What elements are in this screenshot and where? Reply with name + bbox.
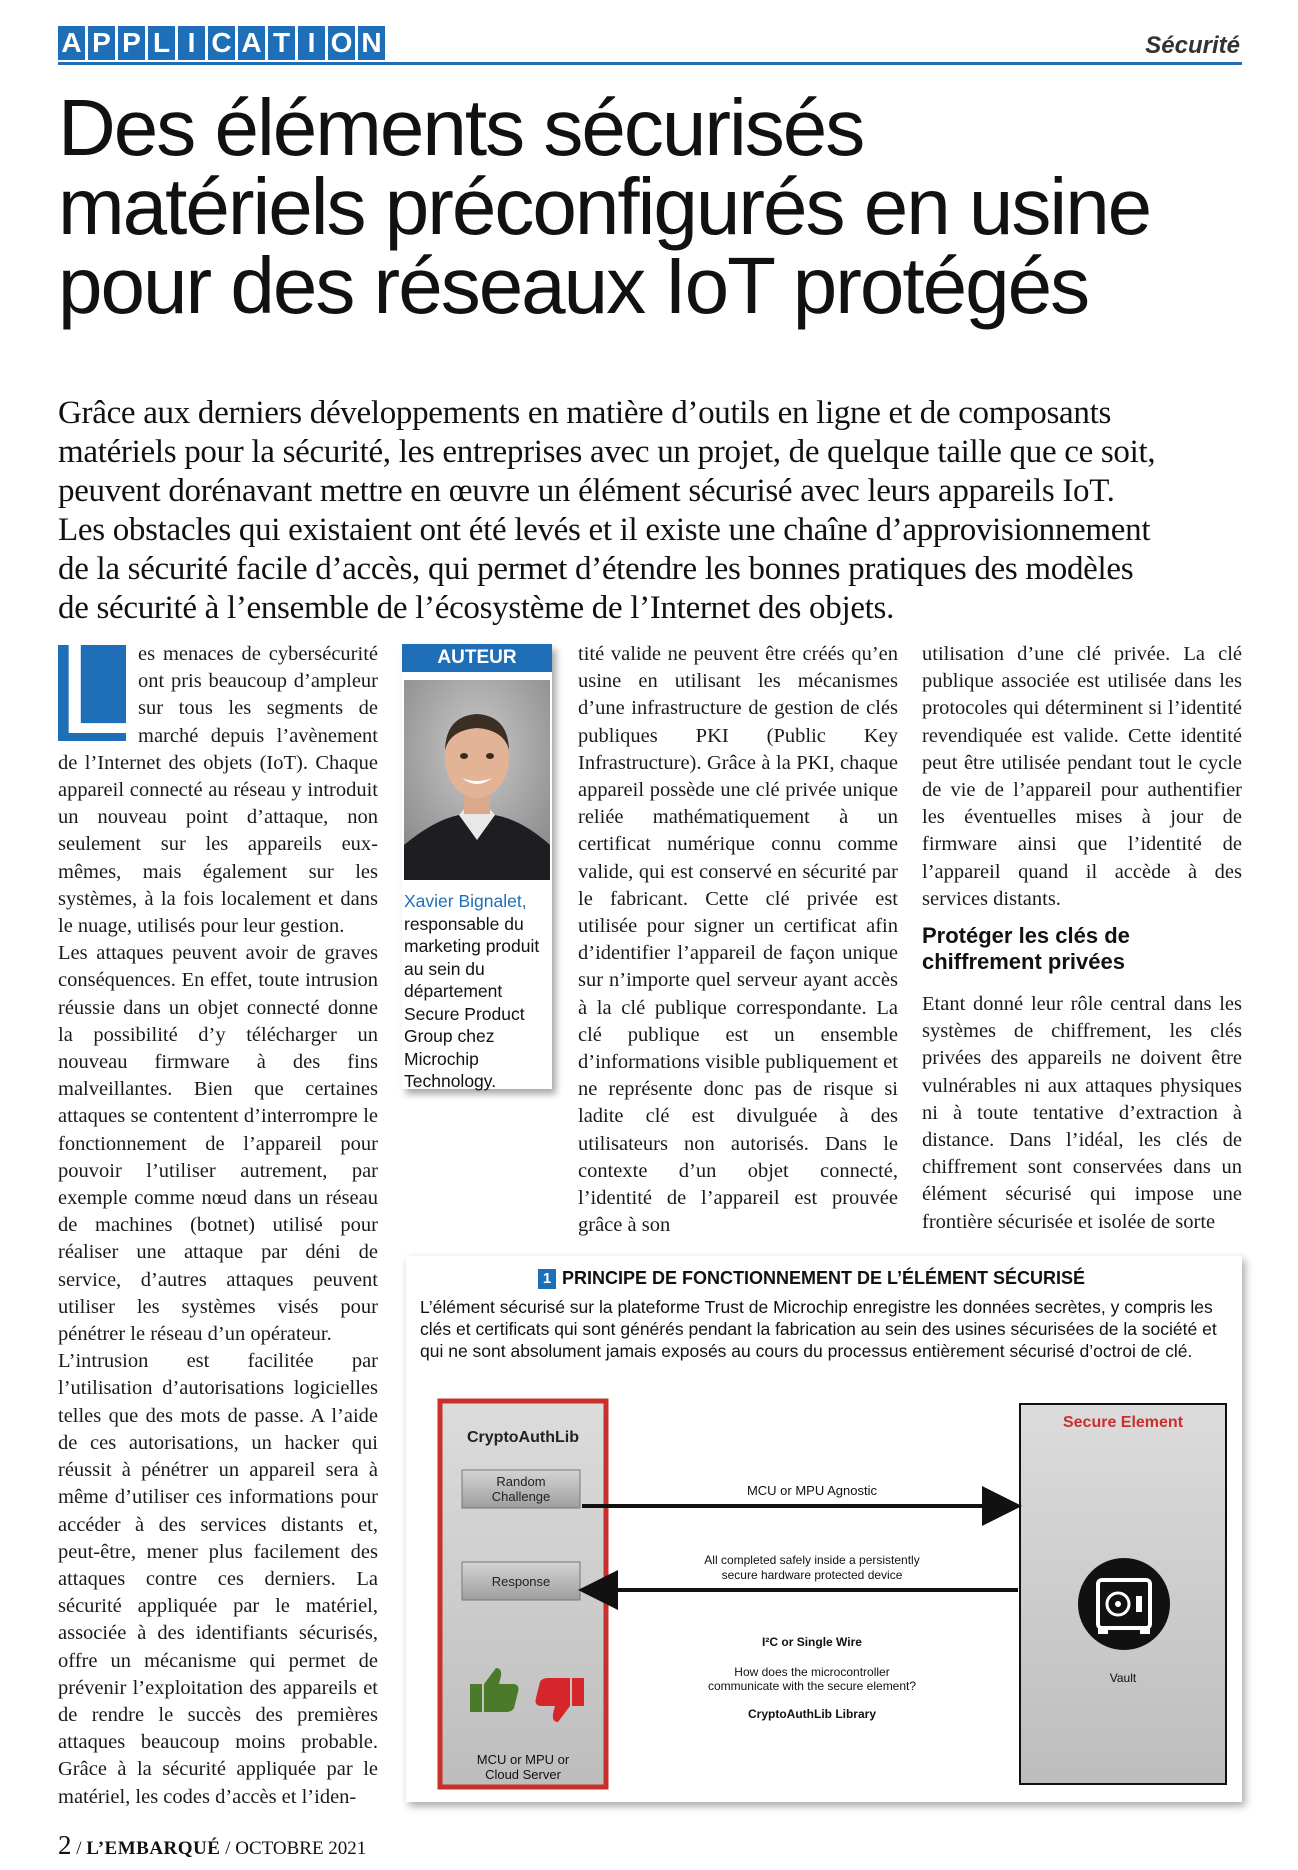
author-role: responsable du marketing produit au sein du département Secure Product Group chez Microchip Technology. — [404, 913, 540, 1091]
rubric-letter: P — [118, 26, 145, 60]
title-line-1: Des éléments sécurisés — [58, 83, 864, 172]
random-challenge-line-1: Random — [496, 1474, 546, 1489]
author-photo — [404, 680, 550, 880]
page-number: 2 — [58, 1830, 72, 1860]
paragraph: Etant donné leur rôle central dans les systèmes de chiffrement, les clés privées des appareils ne doivent être vulnérables ni aux attaques physiques ni à toute tentative d’extraction à distance. Dans l’idéal, les clés de chiffrement sont conservées dans un élément sécurisé qui impose une frontière sécurisée et isolée de sorte — [922, 993, 1242, 1233]
figure-title — [538, 1268, 1085, 1289]
rubric-letter: P — [88, 26, 115, 60]
author-label: AUTEUR — [402, 644, 552, 672]
lead-line: Grâce aux derniers développements en matière d’outils en ligne et de composants — [58, 395, 1112, 431]
magazine-name: L’EMBARQUÉ — [86, 1838, 221, 1859]
lead-line: Les obstacles qui existaient ont été levés et il existe une chaîne d’approvisionnement — [58, 512, 1151, 548]
lead-line: de la sécurité facile d’accès, qui permet d’étendre les bonnes pratiques des modèles — [58, 551, 1134, 587]
arrow-safely-line-2: secure hardware protected device — [721, 1568, 903, 1582]
rubric-letter: A — [238, 26, 265, 60]
article-column-2 — [578, 641, 898, 1239]
author-bio — [404, 890, 552, 1093]
secure-element-label: Secure Element — [1062, 1414, 1184, 1431]
author-name: Xavier Bignalet, — [404, 891, 527, 911]
arrow-agnostic-label: MCU or MPU Agnostic — [746, 1483, 878, 1498]
vault-label: Vault — [1109, 1671, 1137, 1685]
mcu-label-line-2: Cloud Server — [485, 1767, 561, 1782]
section-label: Sécurité — [1145, 32, 1240, 59]
rubric-letter: I — [178, 26, 205, 60]
figure-caption: L’élément sécurisé sur la plateforme Trust de Microchip enregistre les données secrètes, y compris les clés et certificats qui sont générés pendant la fabrication au sein des usines sécurisées de la société et qui ne sont absolument jamais exposés au cours du processus entièrement sécurisé d’octroi de clé. — [420, 1297, 1217, 1361]
mcu-label-line-1: MCU or MPU or — [476, 1752, 570, 1767]
rubric-letter: I — [298, 26, 325, 60]
rubric-letter: O — [328, 26, 355, 60]
arrow-safely-line-1: All completed safely inside a persistently — [704, 1553, 920, 1567]
title-line-2: matériels préconfigurés en usine — [58, 162, 1151, 251]
random-challenge-line-2: Challenge — [491, 1489, 551, 1504]
figure-title-text: PRINCIPE DE FONCTIONNEMENT DE L’ÉLÉMENT SÉCURISÉ — [562, 1268, 1086, 1288]
page-footer: 2 / L’EMBARQUÉ / OCTOBRE 2021 — [58, 1830, 367, 1860]
response-label: Response — [491, 1574, 551, 1589]
rubric-letter: L — [148, 26, 175, 60]
drop-cap: L — [58, 615, 131, 761]
paragraph: utilisation d’une clé privée. La clé publique associée est utilisée dans les protocoles qui déterminent si l’identité revendiquée est valide. Cette identité peut être utilisée pendant tout le cycle de vie de l’appareil pour authentifier les éventuelles mises à jour de firmware ainsi que l’identité de l’appareil quand il accède à des services distants. — [922, 643, 1242, 910]
rubric-letter: C — [208, 26, 235, 60]
paragraph: tité valide ne peuvent être créés qu’en usine en utilisant les mécanismes d’une infrastructure de gestion de clés publiques PKI (Public Key Infrastructure). Grâce à la PKI, chaque appareil possède une clé privée unique reliée mathématiquement à un certificat numérique connu comme valide, qui est conservé en sécurité par le fabricant. Cette clé privée est utilisée pour signer un certificat afin d’identifier l’appareil de façon unique sur n’importe quel serveur ayant accès à la clé publique correspondante. La clé publique est un ensemble d’informations visible publiquement et ne représente donc pas de risque si ladite clé est divulguée à des utilisateurs non autorisés. Dans le contexte d’un objet connecté, l’identité de l’appareil est prouvée grâce à son — [578, 643, 898, 1237]
paragraph: Les attaques peuvent avoir de graves conséquences. En effet, toute intrusion réussie dans un objet connecté donne la possibilité d’y télécharger un nouveau firmware à des fins malveillantes. Bien que certaines attaques se contentent d’interrompre le fonctionnement de l’appareil pour pouvoir l’utiliser autrement, par exemple comme nœud dans un réseau de machines (botnet) utilisé pour réaliser une attaque par déni de service, d’autres attaques peuvent utiliser les systèmes visés pour pénétrer le réseau d’un opérateur. — [58, 942, 378, 1346]
article-column-3 — [922, 641, 1242, 1236]
rubric-letter: T — [268, 26, 295, 60]
header-rule — [58, 62, 1242, 65]
paragraph: es menaces de cybersécurité ont pris beaucoup d’ampleur sur tous les segments de marché depuis l’avènement de l’Internet des objets (IoT). Chaque appareil connecté au réseau y introduit un nouveau point d’attaque, non seulement sur les appareils eux-mêmes, mais également sur les systèmes, à la fois localement et dans le nuage, utilisés pour leur gestion. — [58, 643, 378, 938]
issue-date: OCTOBRE 2021 — [235, 1838, 367, 1859]
rubric-letter: N — [358, 26, 385, 60]
article-column-1 — [58, 615, 378, 1811]
paragraph: L’intrusion est facilitée par l’utilisation d’autorisations logicielles telles que des mots de passe. A l’aide de ces autorisations, un hacker qui réussit à pénétrer un appareil sera à même d’utiliser ces informations pour accéder à des services distants et, peut-être, mener plus facilement des attaques contre ces derniers. La sécurité appliquée par le matériel, associée à des identifiants sécurisés, offre un mécanisme qui permet de prévenir l’exploitation des appareils et de rendre le succès des premières attaques beaucoup moins probable. Grâce à la sécurité appliquée par le matériel, les codes d’accès et l’iden- — [58, 1350, 378, 1808]
figure-diagram — [406, 1386, 1242, 1802]
library-label: CryptoAuthLib Library — [748, 1707, 876, 1721]
lead-line: matériels pour la sécurité, les entreprises avec un projet, de quelque taille que ce soit, — [58, 434, 1156, 470]
figure-secure-element — [406, 1256, 1242, 1802]
rubric-letter: A — [58, 26, 85, 60]
question-line-2: communicate with the secure element? — [707, 1679, 917, 1693]
figure-number: 1 — [538, 1269, 556, 1289]
cryptoauthlib-label: CryptoAuthLib — [467, 1429, 579, 1446]
vault-icon — [1078, 1558, 1170, 1650]
rubric-application — [58, 26, 385, 60]
lead-paragraph — [58, 394, 1248, 628]
interface-label: I²C or Single Wire — [762, 1635, 862, 1649]
lead-line: peuvent dorénavant mettre en œuvre un élément sécurisé avec leurs appareils IoT. — [58, 473, 1115, 509]
article-title — [58, 83, 1248, 330]
title-line-3: pour des réseaux IoT protégés — [58, 241, 1089, 330]
subheading: Protéger les clés de chiffrement privées — [922, 923, 1130, 975]
question-line-1: How does the microcontroller — [734, 1665, 890, 1679]
author-box — [402, 644, 552, 1089]
lead-line: de sécurité à l’ensemble de l’écosystème de l’Internet des objets. — [58, 590, 895, 626]
